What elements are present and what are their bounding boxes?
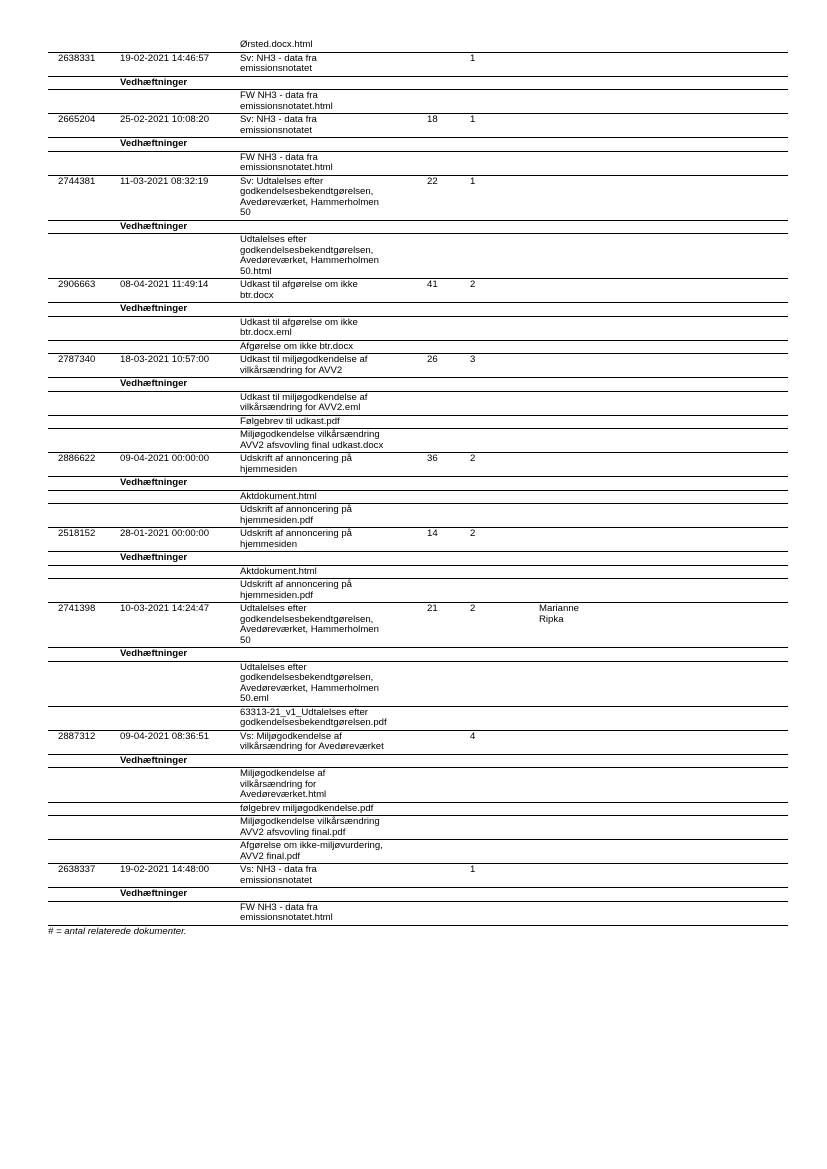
document-row	[48, 731, 788, 755]
document-id: 2906663	[58, 279, 96, 290]
attachments-label: Vedhæftninger	[120, 76, 188, 88]
related-count: 1	[470, 175, 476, 187]
document-title: Sv: NH3 - data fra emissionsnotatet	[240, 114, 317, 136]
attachments-header	[48, 755, 788, 769]
attachment-row	[48, 840, 788, 864]
document-title: Vs: NH3 - data fra emissionsnotatet	[240, 864, 317, 886]
document-date: 28-01-2021 00:00:00	[120, 528, 210, 539]
attachment-name: 63313-21_v1_Udtalelses efter godkendelsesbekendtgørelsen.pdf	[240, 706, 387, 728]
attachment-name: Miljøgodkendelse af vilkårsændring for Avedøreværket.html	[240, 768, 327, 800]
attachments-label: Vedhæftninger	[120, 138, 188, 149]
attachments-header	[48, 221, 788, 235]
document-row	[48, 864, 788, 888]
attachment-row	[48, 341, 788, 355]
attachment-name: Følgebrev til udkast.pdf	[240, 415, 340, 427]
attachment-name: FW NH3 - data fra emissionsnotatet.html	[240, 151, 333, 173]
attachment-name: Udtalelses efter godkendelsesbekendtgørelsen, Avedøreværket, Hammerholmen 50.eml	[240, 661, 379, 704]
attachments-label: Vedhæftninger	[120, 220, 188, 232]
attachment-row	[48, 152, 788, 176]
document-title: Udskrift af annoncering på hjemmesiden	[240, 528, 352, 550]
attachments-header	[48, 888, 788, 902]
attachments-header	[48, 138, 788, 152]
related-count: 2	[470, 528, 476, 539]
attachments-header	[48, 303, 788, 317]
attachments-label: Vedhæftninger	[120, 303, 188, 314]
attachment-row	[48, 429, 788, 453]
document-number: 21	[427, 603, 438, 614]
attachments-header	[48, 552, 788, 566]
document-row	[48, 528, 788, 552]
attachment-row	[48, 504, 788, 528]
document-id: 2744381	[58, 175, 96, 187]
attachments-header	[48, 648, 788, 662]
document-title: Sv: Udtalelses efter godkendelsesbekendtgørelsen, Avedøreværket, Hammerholmen 50	[240, 175, 379, 218]
attachments-header	[48, 477, 788, 491]
attachment-row	[48, 392, 788, 416]
attachment-name: Afgørelse om ikke btr.docx	[240, 340, 354, 352]
related-count: 2	[470, 453, 476, 464]
attachment-row	[48, 491, 788, 505]
attachment-row	[48, 90, 788, 114]
related-count: 2	[470, 603, 476, 614]
document-title: Udskrift af annoncering på hjemmesiden	[240, 453, 352, 475]
document-row	[48, 354, 788, 378]
related-count: 1	[470, 114, 476, 125]
document-title: Udkast til miljøgodkendelse af vilkårsændring for AVV2	[240, 354, 368, 376]
attachment-name: Miljøgodkendelse vilkårsændring AVV2 afsvovling final udkast.docx	[240, 429, 384, 451]
attachment-row	[48, 579, 788, 603]
document-date: 08-04-2021 11:49:14	[120, 279, 209, 290]
attachment-name: Udkast til afgørelse om ikke btr.docx.eml	[240, 316, 358, 338]
document-date: 09-04-2021 00:00:00	[120, 453, 210, 464]
document-id: 2886622	[58, 453, 96, 464]
document-row	[48, 279, 788, 303]
attachment-row	[48, 803, 788, 817]
attachment-row	[48, 416, 788, 430]
footnote: # = antal relaterede dokumenter.	[48, 925, 187, 937]
document-id: 2741398	[58, 603, 96, 614]
attachment-name: Afgørelse om ikke-miljøvurdering, AVV2 final.pdf	[240, 840, 383, 862]
attachments-label: Vedhæftninger	[120, 552, 188, 563]
document-row	[48, 176, 788, 221]
attachments-label: Vedhæftninger	[120, 378, 188, 389]
document-id: 2638337	[58, 864, 96, 875]
attachment-row	[48, 566, 788, 580]
attachment-row	[48, 662, 788, 707]
attachment-row	[48, 317, 788, 341]
document-row	[48, 453, 788, 477]
attachment-name: Udskrift af annoncering på hjemmesiden.pdf	[240, 504, 352, 526]
attachment-name: Aktdokument.html	[240, 565, 317, 577]
attachment-name: følgebrev miljøgodkendelse.pdf	[240, 802, 374, 814]
document-date: 11-03-2021 08:32:19	[120, 175, 209, 187]
attachment-name: Udkast til miljøgodkendelse af vilkårsændring for AVV2.eml	[240, 391, 368, 413]
case-handler: Marianne Ripka	[539, 603, 579, 625]
document-number: 18	[427, 114, 438, 125]
document-date: 19-02-2021 14:46:57	[120, 52, 210, 64]
document-row	[48, 603, 788, 648]
document-list	[48, 39, 788, 940]
document-number: 36	[427, 453, 438, 464]
attachment-name: Miljøgodkendelse vilkårsændring AVV2 afsvovling final.pdf	[240, 816, 380, 838]
attachment-row	[48, 707, 788, 731]
document-date: 25-02-2021 10:08:20	[120, 114, 210, 125]
document-number: 14	[427, 528, 438, 539]
document-id: 2518152	[58, 528, 96, 539]
document-date: 19-02-2021 14:48:00	[120, 864, 210, 875]
document-number: 41	[427, 279, 438, 290]
document-row	[48, 53, 788, 77]
document-date: 18-03-2021 10:57:00	[120, 354, 210, 365]
related-count: 1	[470, 864, 476, 875]
document-id: 2887312	[58, 730, 96, 742]
document-id: 2787340	[58, 354, 96, 365]
document-title: Vs: Miljøgodkendelse af vilkårsændring for Avedøreværket	[240, 730, 384, 752]
document-number: 22	[427, 175, 438, 187]
attachment-name: Udskrift af annoncering på hjemmesiden.pdf	[240, 579, 352, 601]
attachments-header	[48, 77, 788, 91]
related-count: 4	[470, 730, 476, 742]
document-title: Udtalelses efter godkendelsesbekendtgørelsen, Avedøreværket, Hammerholmen 50	[240, 603, 379, 646]
attachment-name: Aktdokument.html	[240, 490, 317, 502]
document-title: Udkast til afgørelse om ikke btr.docx	[240, 279, 358, 301]
document-id: 2665204	[58, 114, 96, 125]
attachments-header	[48, 378, 788, 392]
footnote-row	[48, 926, 788, 940]
attachment-row	[48, 816, 788, 840]
attachment-name: FW NH3 - data fra emissionsnotatet.html	[240, 901, 333, 923]
related-count: 2	[470, 279, 476, 290]
related-count: 1	[470, 52, 476, 64]
document-id: 2638331	[58, 52, 96, 64]
attachment-name: Udtalelses efter godkendelsesbekendtgørelsen, Avedøreværket, Hammerholmen 50.html	[240, 234, 379, 277]
related-count: 3	[470, 354, 476, 365]
document-date: 10-03-2021 14:24:47	[120, 603, 210, 614]
document-date: 09-04-2021 08:36:51	[120, 730, 210, 742]
attachments-label: Vedhæftninger	[120, 888, 188, 899]
document-title: Sv: NH3 - data fra emissionsnotatet	[240, 52, 317, 74]
attachments-label: Vedhæftninger	[120, 477, 188, 488]
attachment-name: FW NH3 - data fra emissionsnotatet.html	[240, 90, 333, 112]
attachment-row	[48, 234, 788, 279]
document-number: 26	[427, 354, 438, 365]
attachments-label: Vedhæftninger	[120, 648, 188, 659]
attachment-name: Ørsted.docx.html	[240, 39, 313, 50]
attachment-row	[48, 39, 788, 53]
attachment-row	[48, 902, 788, 926]
document-row	[48, 114, 788, 138]
attachments-label: Vedhæftninger	[120, 754, 188, 766]
attachment-row	[48, 768, 788, 803]
